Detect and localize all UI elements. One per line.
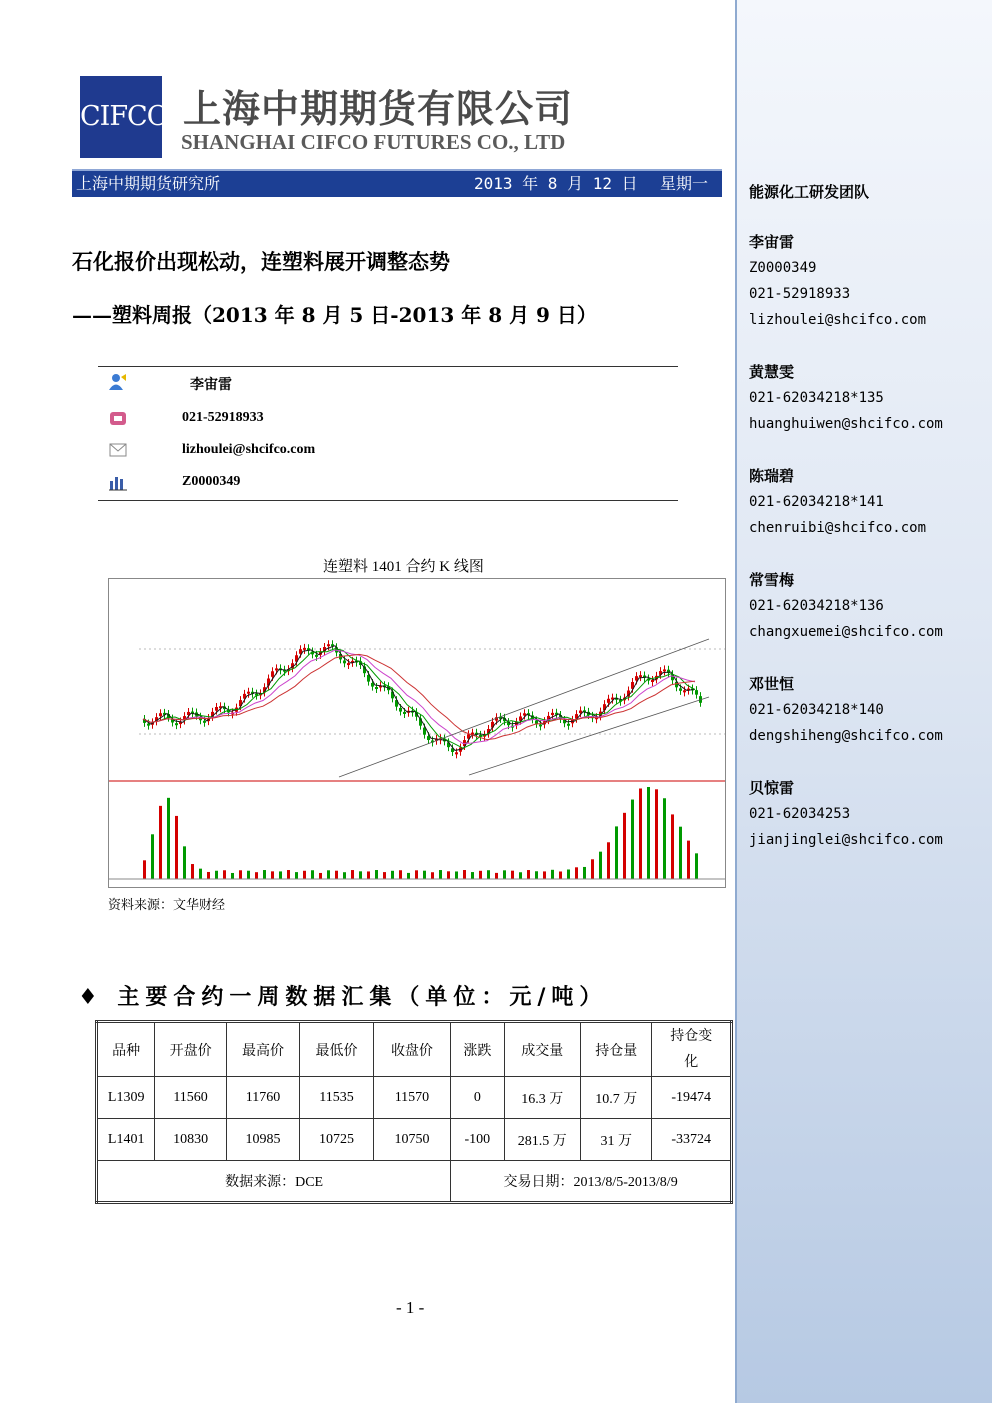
member-phone: 021-62034218*140 bbox=[749, 702, 884, 718]
table-cell: -100 bbox=[451, 1119, 504, 1161]
candle-body bbox=[567, 724, 570, 726]
author-phone: 021-52918933 bbox=[182, 410, 264, 425]
volume-bar bbox=[191, 864, 194, 879]
volume-bar bbox=[623, 813, 626, 879]
report-title: 石化报价出现松动，连塑料展开调整态势 bbox=[72, 249, 450, 274]
candle-body bbox=[375, 687, 378, 689]
volume-bar bbox=[431, 872, 434, 879]
volume-bar bbox=[423, 871, 426, 879]
header-institute: 上海中期期货研究所 bbox=[76, 174, 221, 193]
table-cell: 16.3 万 bbox=[504, 1077, 580, 1119]
header-bar bbox=[72, 169, 722, 197]
table-cell: 10725 bbox=[300, 1119, 373, 1161]
volume-bar bbox=[391, 871, 394, 879]
kline-chart-svg bbox=[109, 579, 725, 887]
volume-bar bbox=[351, 870, 354, 879]
volume-bar bbox=[167, 798, 170, 879]
team-member bbox=[749, 775, 943, 853]
volume-bar bbox=[207, 872, 210, 879]
volume-bar bbox=[479, 871, 482, 879]
candle-body bbox=[607, 699, 610, 703]
member-name: 陈瑞碧 bbox=[749, 467, 795, 485]
candle-body bbox=[663, 669, 666, 671]
company-name-cn: 上海中期期货有限公司 bbox=[183, 87, 574, 131]
candle-body bbox=[175, 723, 178, 725]
candle-body bbox=[695, 690, 698, 695]
member-phone: 021-62034218*136 bbox=[749, 598, 884, 614]
volume-bar bbox=[487, 870, 490, 879]
volume-bar bbox=[695, 853, 698, 879]
candle-body bbox=[651, 680, 654, 682]
volume-bar bbox=[239, 870, 242, 879]
volume-bar bbox=[455, 871, 458, 879]
company-name-en: SHANGHAI CIFCO FUTURES CO., LTD bbox=[181, 130, 566, 154]
member-email: huanghuiwen@shcifco.com bbox=[749, 416, 943, 432]
table-footer-row bbox=[97, 1161, 732, 1203]
volume-bar bbox=[463, 870, 466, 879]
volume-bar bbox=[583, 867, 586, 879]
table-header-cell bbox=[652, 1022, 732, 1077]
candle-body bbox=[551, 713, 554, 715]
table-cell: 281.5 万 bbox=[504, 1119, 580, 1161]
candle-body bbox=[535, 720, 538, 723]
candle-body bbox=[343, 661, 346, 664]
member-name: 邓世恒 bbox=[749, 675, 795, 693]
author-license-row bbox=[98, 471, 678, 495]
author-license: Z0000349 bbox=[182, 474, 241, 489]
volume-bar bbox=[279, 871, 282, 879]
chart-icon bbox=[108, 473, 128, 491]
candle-body bbox=[203, 721, 206, 723]
table-header-cell: 开盘价 bbox=[155, 1022, 226, 1077]
team-title: 能源化工研发团队 bbox=[749, 183, 870, 201]
member-name: 贝惊雷 bbox=[749, 779, 795, 797]
volume-bar bbox=[343, 872, 346, 879]
header-date: 2013 年 8 月 12 日 bbox=[474, 174, 638, 193]
volume-bar bbox=[407, 873, 410, 879]
volume-bar bbox=[311, 870, 314, 879]
header-weekday: 星期一 bbox=[660, 174, 709, 193]
volume-bar bbox=[367, 871, 370, 879]
volume-bar bbox=[535, 871, 538, 879]
table-row bbox=[97, 1077, 732, 1119]
volume-bar bbox=[591, 859, 594, 879]
table-header-cell: 收盘价 bbox=[373, 1022, 450, 1077]
phone-icon bbox=[108, 409, 128, 427]
volume-bar bbox=[319, 873, 322, 879]
team-member bbox=[749, 567, 943, 645]
volume-bar bbox=[255, 872, 258, 879]
candle-body bbox=[347, 663, 350, 665]
table-cell: 10750 bbox=[373, 1119, 450, 1161]
volume-bar bbox=[615, 826, 618, 879]
table-cell: 11560 bbox=[155, 1077, 226, 1119]
table-cell: L1401 bbox=[97, 1119, 155, 1161]
volume-bar bbox=[223, 870, 226, 879]
person-icon bbox=[108, 373, 128, 391]
volume-bar bbox=[527, 870, 530, 879]
kline-chart-image bbox=[108, 578, 726, 888]
volume-bar bbox=[375, 870, 378, 879]
volume-bar bbox=[271, 871, 274, 879]
report-subtitle: ——塑料周报（2013 年 8 月 5 日-2013 年 8 月 9 日） bbox=[72, 303, 597, 327]
volume-bar bbox=[551, 870, 554, 879]
volume-bar bbox=[599, 852, 602, 879]
member-phone: 021-52918933 bbox=[749, 286, 851, 302]
team-member bbox=[749, 463, 926, 541]
member-email: dengshiheng@shcifco.com bbox=[749, 728, 943, 744]
member-email: jianjinglei@shcifco.com bbox=[749, 832, 943, 848]
member-license: Z0000349 bbox=[749, 260, 817, 276]
volume-bar bbox=[327, 870, 330, 879]
volume-bar bbox=[511, 871, 514, 879]
volume-bar bbox=[263, 870, 266, 879]
table-header-cell: 涨跌 bbox=[451, 1022, 504, 1077]
volume-bar bbox=[607, 842, 610, 879]
table-trade-date: 交易日期：2013/8/5-2013/8/9 bbox=[451, 1161, 732, 1203]
author-email: lizhoulei@shcifco.com bbox=[182, 442, 316, 457]
volume-bar bbox=[663, 798, 666, 879]
weekly-data-table bbox=[95, 1020, 733, 1204]
candle-body bbox=[455, 752, 458, 754]
volume-bar bbox=[687, 841, 690, 879]
volume-bar bbox=[639, 788, 642, 879]
volume-bar bbox=[503, 870, 506, 879]
member-email: chenruibi@shcifco.com bbox=[749, 520, 927, 536]
volume-bar bbox=[151, 834, 154, 879]
candle-body bbox=[679, 688, 682, 690]
candle-body bbox=[403, 712, 406, 714]
team-member bbox=[749, 359, 943, 437]
table-header-cell: 最低价 bbox=[300, 1022, 373, 1077]
volume-bar bbox=[183, 846, 186, 879]
mail-icon bbox=[108, 441, 128, 459]
page-number: - 1 - bbox=[396, 1298, 425, 1317]
member-email: changxuemei@shcifco.com bbox=[749, 624, 943, 640]
volume-bar bbox=[295, 872, 298, 879]
table-cell: -19474 bbox=[652, 1077, 732, 1119]
table-header-row bbox=[97, 1022, 732, 1077]
table-cell: 11570 bbox=[373, 1077, 450, 1119]
table-cell: 10830 bbox=[155, 1119, 226, 1161]
candle-body bbox=[303, 648, 306, 650]
author-phone-row bbox=[98, 407, 678, 431]
table-cell: 10.7 万 bbox=[580, 1077, 651, 1119]
volume-bar bbox=[231, 873, 234, 879]
volume-bar bbox=[399, 870, 402, 879]
candle-body bbox=[215, 707, 218, 711]
volume-bar bbox=[495, 873, 498, 879]
volume-bar bbox=[383, 872, 386, 879]
candle-body bbox=[539, 724, 542, 726]
volume-bar bbox=[447, 871, 450, 879]
volume-bar bbox=[175, 816, 178, 879]
volume-bar bbox=[247, 871, 250, 879]
volume-bar bbox=[647, 787, 650, 879]
team-member bbox=[749, 229, 926, 333]
table-source: 数据来源：DCE bbox=[97, 1161, 451, 1203]
volume-bar bbox=[559, 871, 562, 879]
table-cell: 10985 bbox=[226, 1119, 299, 1161]
author-name: 李宙雷 bbox=[190, 378, 232, 393]
volume-bar bbox=[415, 870, 418, 879]
volume-bar bbox=[199, 869, 202, 879]
team-member bbox=[749, 671, 943, 749]
volume-bar bbox=[671, 814, 674, 879]
candle-body bbox=[399, 708, 402, 712]
table-cell: 11535 bbox=[300, 1077, 373, 1119]
volume-bar bbox=[655, 789, 658, 879]
section-heading: ♦ 主要合约一周数据汇集（单位：元/吨） bbox=[78, 984, 608, 1010]
candle-body bbox=[427, 736, 430, 740]
author-info-box bbox=[98, 366, 678, 501]
volume-bar bbox=[335, 871, 338, 879]
candle-body bbox=[159, 713, 162, 716]
volume-bar bbox=[471, 872, 474, 879]
volume-bar bbox=[159, 806, 162, 879]
volume-bar bbox=[287, 870, 290, 879]
volume-bar bbox=[303, 871, 306, 879]
candle-body bbox=[315, 655, 318, 657]
table-header-cell: 持仓量 bbox=[580, 1022, 651, 1077]
candle-body bbox=[247, 692, 250, 694]
candle-body bbox=[371, 683, 374, 687]
member-name: 黄慧雯 bbox=[749, 363, 795, 381]
table-header-cell: 最高价 bbox=[226, 1022, 299, 1077]
table-cell: L1309 bbox=[97, 1077, 155, 1119]
table-cell: 31 万 bbox=[580, 1119, 651, 1161]
member-phone: 021-62034218*141 bbox=[749, 494, 884, 510]
table-header-cell: 成交量 bbox=[504, 1022, 580, 1077]
member-phone: 021-62034218*135 bbox=[749, 390, 884, 406]
candle-body bbox=[275, 668, 278, 670]
table-cell: 11760 bbox=[226, 1077, 299, 1119]
table-row bbox=[97, 1119, 732, 1161]
volume-bar bbox=[575, 867, 578, 879]
candle-body bbox=[271, 671, 274, 677]
candle-body bbox=[147, 724, 150, 726]
volume-bar bbox=[543, 871, 546, 879]
chart-caption: 连塑料 1401 合约 K 线图 bbox=[323, 559, 484, 575]
member-name: 常雪梅 bbox=[749, 571, 795, 589]
member-email: lizhoulei@shcifco.com bbox=[749, 312, 927, 328]
table-cell: -33724 bbox=[652, 1119, 732, 1161]
chart-source: 资料来源：文华财经 bbox=[108, 898, 226, 913]
company-logo: CIFCO bbox=[80, 76, 162, 158]
volume-bar bbox=[143, 860, 146, 879]
author-email-row bbox=[98, 439, 678, 463]
table-cell: 0 bbox=[451, 1077, 504, 1119]
candle-body bbox=[639, 675, 642, 677]
candle-body bbox=[683, 690, 686, 692]
volume-bar bbox=[215, 871, 218, 879]
volume-bar bbox=[519, 872, 522, 879]
table-header-cell: 品种 bbox=[97, 1022, 155, 1077]
author-name-row bbox=[98, 371, 678, 395]
member-phone: 021-62034253 bbox=[749, 806, 851, 822]
header-position-change: 持仓变化 bbox=[670, 1028, 713, 1070]
volume-bar bbox=[679, 827, 682, 879]
volume-bar bbox=[439, 870, 442, 879]
volume-bar bbox=[567, 869, 570, 879]
volume-bar bbox=[359, 871, 362, 879]
member-name: 李宙雷 bbox=[749, 233, 795, 251]
volume-bar bbox=[631, 800, 634, 879]
candle-body bbox=[327, 644, 330, 646]
